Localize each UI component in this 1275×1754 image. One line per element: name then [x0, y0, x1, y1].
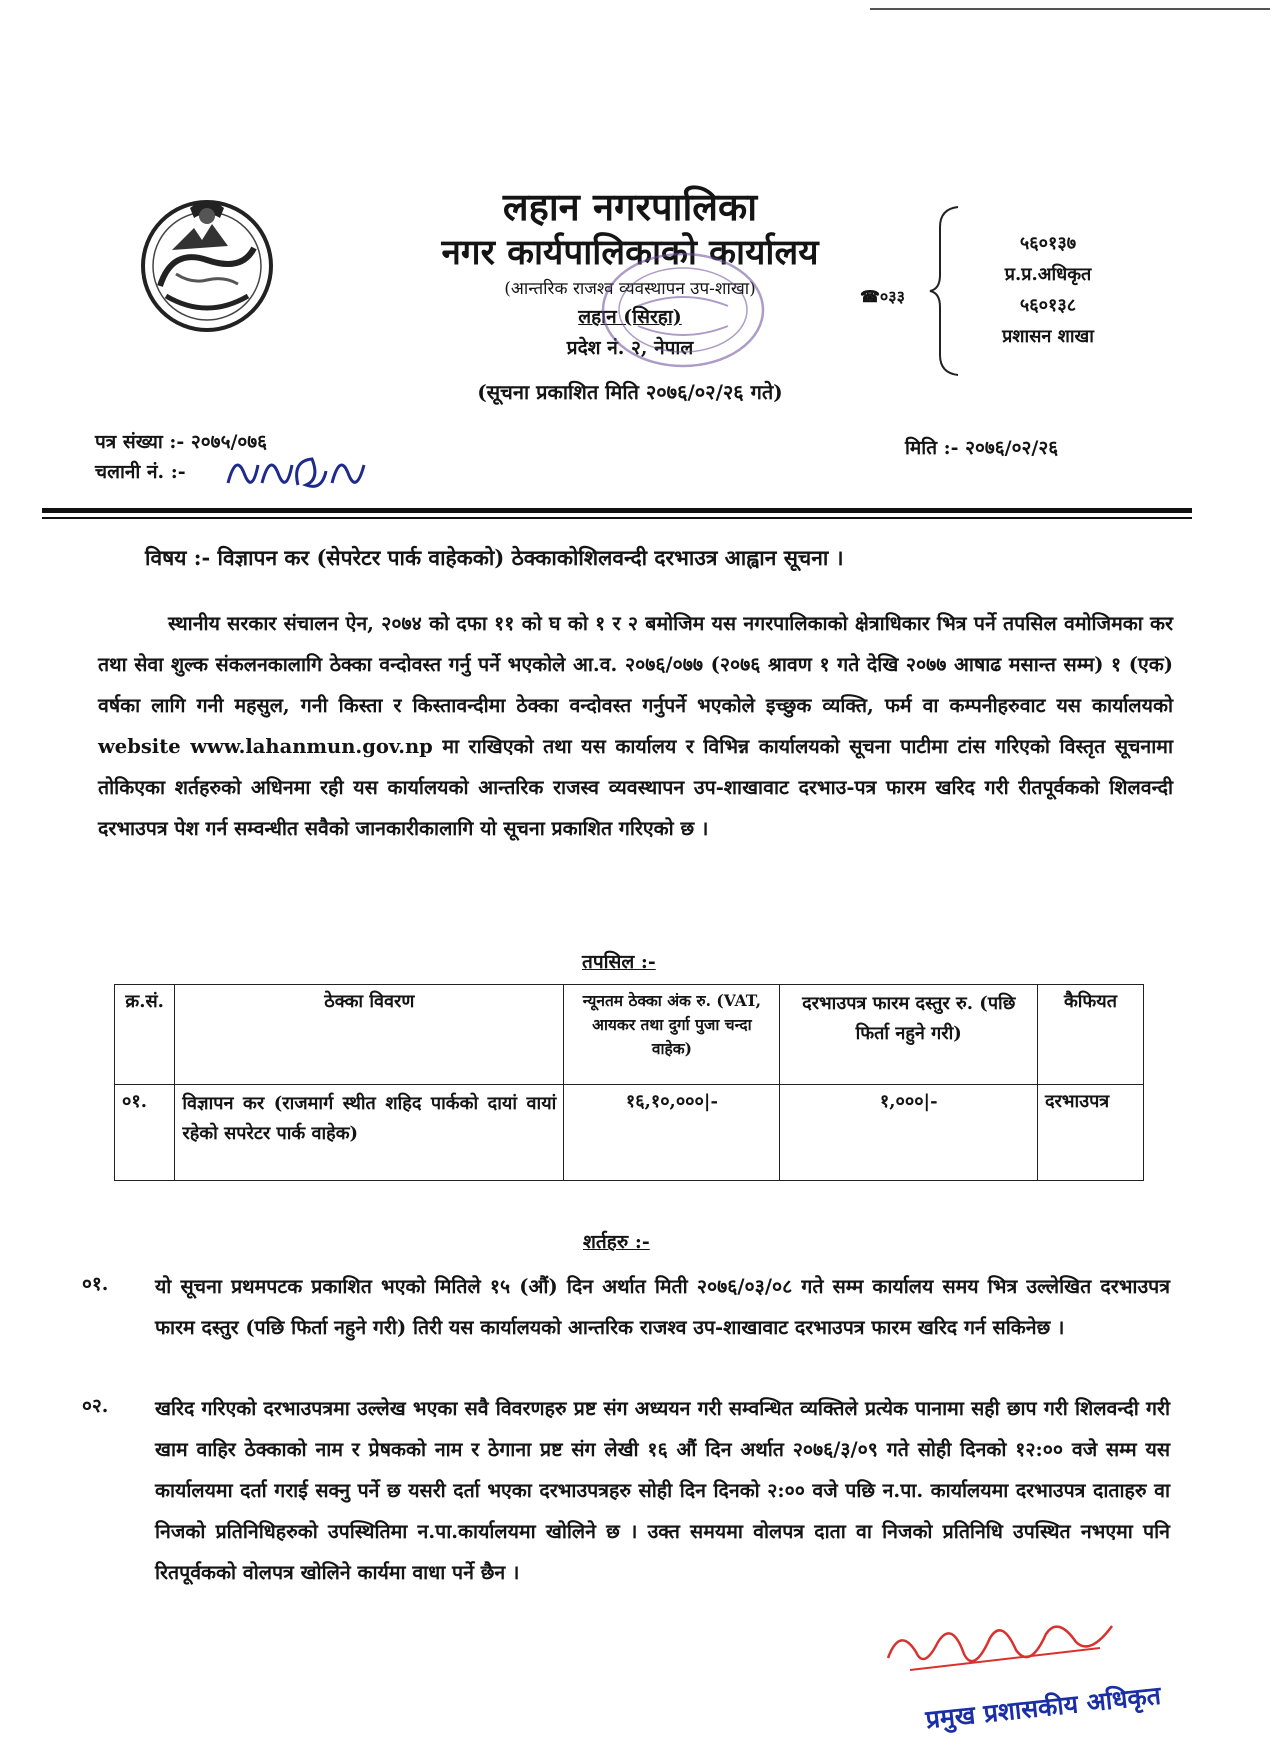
signatory-title: प्रमुख प्रशासकीय अधिकृत — [924, 1680, 1163, 1735]
conditions-heading: शर्तहरु :- — [583, 1231, 650, 1253]
col-header-min-amount: न्यूनतम ठेक्का अंक रु. (VAT, आयकर तथा दुर्गा पुजा चन्दा वाहेक) — [564, 985, 780, 1085]
scan-top-line — [870, 8, 1270, 10]
office-name: नगर कार्यपालिकाको कार्यालय — [441, 232, 819, 273]
table-header-row — [115, 985, 1144, 1085]
contact-number-1: ५६०१३७ — [1019, 233, 1077, 254]
office-stamp-icon — [598, 248, 768, 372]
letter-number: पत्र संख्या :- २०७५/०७६ — [95, 431, 268, 453]
date: मिति :- २०७६/०२/२६ — [905, 437, 1059, 459]
org-name: लहान नगरपालिका — [502, 184, 758, 229]
notice-body: स्थानीय सरकार संचालन ऐन, २०७४ को दफा ११ को घ को १ र २ बमोजिम यस नगरपालिकाको क्षेत्राधिकार भित्र पर्ने तपसिल वमोजिमका कर तथा सेवा शुल्क संकलनकालागि ठेक्का वन्दोवस्त गर्नु पर्ने भएकोले आ.व. २०७६/०७७ (२०७६ श्रावण १ गते देखि २०७७ आषाढ मसान्त सम्म) १ (एक) वर्षका लागि गनी महसुल, गनी किस्ता र किस्तावन्दीमा ठेक्का वन्दोवस्त गर्नुपर्ने भएकोले इच्छुक व्यक्ति, फर्म वा कम्पनीहरुवाट यस कार्यालयको website www.lahanmun.gov.np मा राखिएको तथा यस कार्यालय र विभिन्न कार्यालयको सूचना पाटीमा टांस गरिएको विस्तृत सूचनामा तोकिएका शर्तहरुको अधिनमा रही यस कार्यालयको आन्तरिक राजस्व व्यवस्थापन उप-शाखावाट दरभाउ-पत्र फारम खरिद गरी रीतपूर्वकको शिलवन्दी दरभाउपत्र पेश गर्न सम्वन्धीत सवैको जानकारीकालागि यो सूचना प्रकाशित गरिएको छ । — [98, 612, 1173, 840]
col-header-description: ठेक्का विवरण — [175, 985, 564, 1085]
handwritten-dispatch-number — [222, 443, 372, 501]
condition-text: यो सूचना प्रथमपटक प्रकाशित भएको मितिले १५ (औं) दिन अर्थात मिती २०७६/०३/०८ गते सम्म कार्यालय समय भित्र उल्लेखित दरभाउपत्र फारम दस्तुर (पछि फिर्ता नहुने गरी) तिरी यस कार्यालयको आन्तरिक राजश्व उप-शाखावाट दरभाउपत्र फारम खरिद गर्न सकिनेछ । — [155, 1275, 1170, 1339]
col-header-form-fee: दरभाउपत्र फारम दस्तुर रु. (पछि फिर्ता नहुने गरी) — [780, 985, 1038, 1085]
row-min-amount: १६,१०,०००|- — [564, 1085, 780, 1181]
col-header-remarks: कैफियत — [1037, 985, 1143, 1085]
dispatch-number-label: चलानी नं. :- — [95, 461, 186, 483]
table-row — [115, 1085, 1144, 1181]
details-heading: तपसिल :- — [582, 951, 656, 973]
subject-line: विषय :- विज्ञापन कर (सेपरेटर पार्क वाहेकको) ठेक्काकोशिलवन्दी दरभाउत्र आह्वान सूचना । — [145, 545, 844, 570]
contact-list — [988, 228, 1108, 352]
condition-text: खरिद गरिएको दरभाउपत्रमा उल्लेख भएका सवै विवरणहरु प्रष्ट संग अध्ययन गरी सम्वन्धित व्यक्तिले प्रत्येक पानामा सही छाप गरी शिलवन्दी गरी खाम वाहिर ठेक्काको नाम र प्रेषकको नाम र ठेगाना प्रष्ट संग लेखी १६ औं दिन अर्थात २०७६/३/०९ गते सोही दिनको १२:०० वजे सम्म यस कार्यालयमा दर्ता गराई सक्नु पर्ने छ यसरी दर्ता भएका दरभाउपत्रहरु सोही दिन दिनको २:०० वजे पछि न.पा. कार्यालयमा दरभाउपत्र दाताहरु वा निजको प्रतिनिधिहरुको उपस्थितिमा न.पा.कार्यालयमा खोलिने छ । उक्त समयमा वोलपत्र दाता वा निजको प्रतिनिधि उपस्थित नभएमा पनि रितपूर्वकको वोलपत्र खोलिने कार्यमा वाधा पर्ने छैन । — [155, 1397, 1170, 1584]
row-form-fee: १,०००|- — [780, 1085, 1038, 1181]
condition-number: ०२. — [82, 1395, 109, 1417]
location: लहान (सिरहा) — [578, 306, 682, 328]
row-description: विज्ञापन कर (राजमार्ग स्थीत शहिद पार्कको दायां वायां रहेको सपरेटर पार्क वाहेक) — [175, 1085, 564, 1181]
handwritten-signature — [880, 1612, 1120, 1687]
row-sn: ०१. — [115, 1085, 175, 1181]
contact-label-1: प्र.प्र.अधिकृत — [1004, 264, 1092, 285]
nepal-emblem-icon — [132, 188, 282, 338]
province: प्रदेश नं. २, नेपाल — [566, 337, 694, 359]
published-date: (सूचना प्रकाशित मिति २०७६/०२/२६ गते) — [477, 380, 783, 404]
phone-code: ☎०३३ — [860, 287, 905, 306]
divider-thick — [42, 508, 1192, 513]
row-remarks: दरभाउपत्र — [1037, 1085, 1143, 1181]
curly-brace — [928, 205, 964, 377]
contact-number-2: ५६०१३८ — [1019, 295, 1077, 316]
branch-name: (आन्तरिक राजश्व व्यवस्थापन उप-शाखा) — [504, 279, 756, 299]
divider-thin — [42, 517, 1192, 519]
col-header-sn: क्र.सं. — [115, 985, 175, 1085]
contact-label-2: प्रशासन शाखा — [1002, 326, 1094, 347]
contract-table — [114, 984, 1144, 1181]
condition-number: ०१. — [82, 1273, 109, 1295]
